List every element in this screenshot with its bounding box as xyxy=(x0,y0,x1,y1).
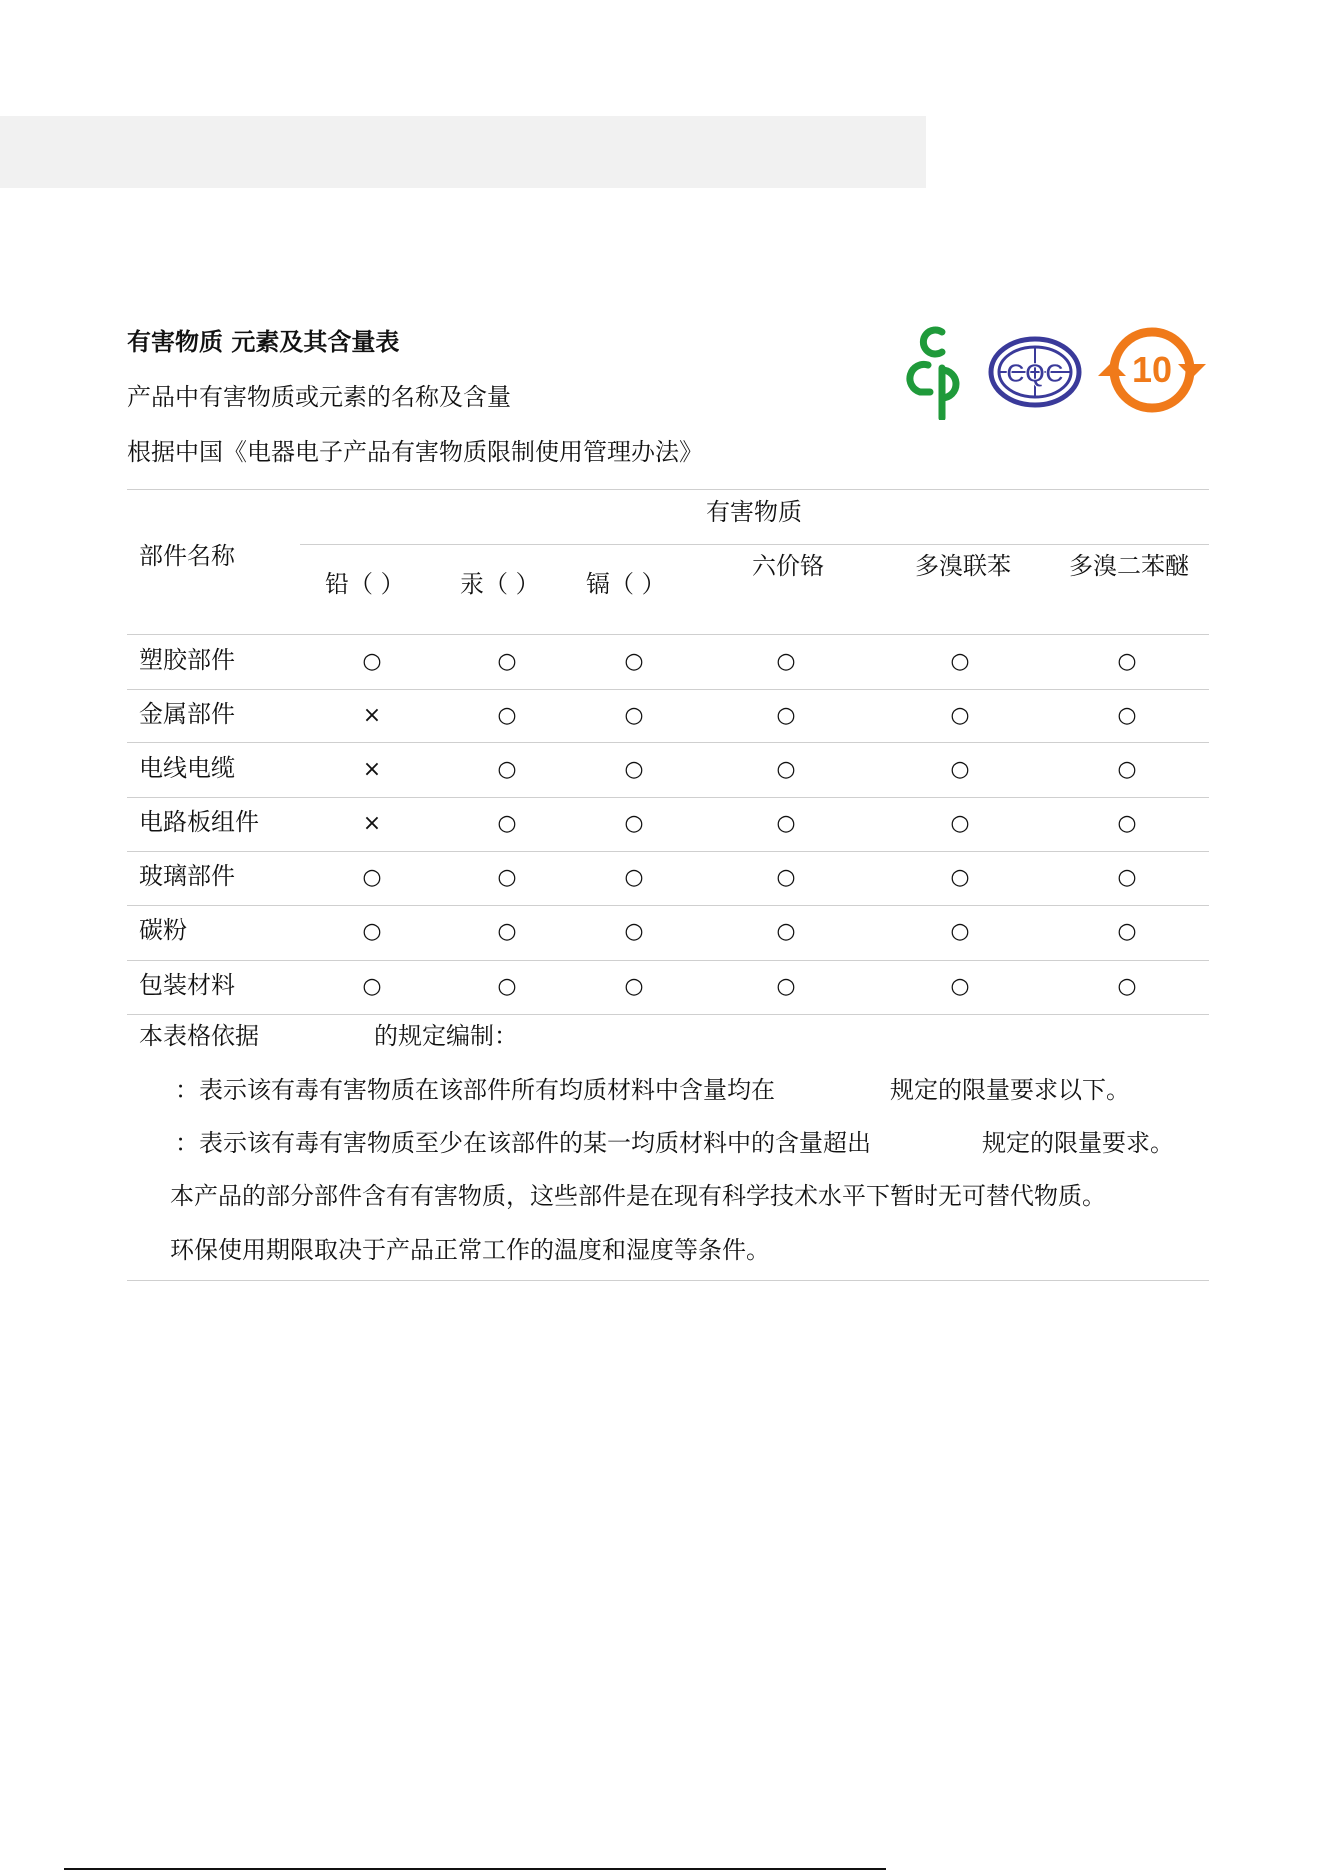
row-rule xyxy=(127,742,1209,743)
table-bottom-rule xyxy=(127,1280,1209,1281)
within-limit-mark: ○ xyxy=(1117,919,1137,944)
note-irreplaceable: 本产品的部分部件含有有害物质，这些部件是在现有科学技术水平下暂时无可替代物质。 xyxy=(170,1182,1106,1210)
within-limit-mark: ○ xyxy=(950,865,970,890)
note-epup-period: 环保使用期限取决于产品正常工作的温度和湿度等条件。 xyxy=(170,1236,770,1264)
row-part-name: 玻璃部件 xyxy=(139,862,235,890)
group-header-rule xyxy=(300,544,1209,545)
row-rule xyxy=(127,797,1209,798)
basis-text: 本表格依据 xyxy=(139,1022,259,1050)
within-limit-mark: ○ xyxy=(776,703,796,728)
row-part-name: 塑胶部件 xyxy=(139,646,235,674)
within-limit-mark: ○ xyxy=(624,811,644,836)
certification-logos xyxy=(890,320,1210,420)
row-rule xyxy=(127,851,1209,852)
within-limit-mark: ○ xyxy=(1117,649,1137,674)
within-limit-mark: ○ xyxy=(776,865,796,890)
header-band xyxy=(0,116,926,188)
within-limit-mark: ○ xyxy=(624,919,644,944)
column-header-mercury: 汞（ ） xyxy=(460,570,540,598)
within-limit-mark: ○ xyxy=(1117,811,1137,836)
page-bottom-rule xyxy=(64,1868,886,1870)
within-limit-mark: ○ xyxy=(497,865,517,890)
column-header-chromium: 六价铬 xyxy=(752,552,824,580)
epup-period-text: 10 xyxy=(1131,349,1173,390)
within-limit-mark: ○ xyxy=(497,649,517,674)
exceeds-limit-mark: × xyxy=(362,703,382,728)
within-limit-mark: ○ xyxy=(950,757,970,782)
cqc-logo xyxy=(991,339,1079,405)
basis-text-tail: 的规定编制： xyxy=(374,1022,518,1050)
within-limit-mark: ○ xyxy=(497,703,517,728)
within-limit-mark: ○ xyxy=(497,974,517,999)
within-limit-mark: ○ xyxy=(950,703,970,728)
part-name-header: 部件名称 xyxy=(139,542,235,570)
row-part-name: 包装材料 xyxy=(139,971,235,999)
within-limit-mark: ○ xyxy=(776,811,796,836)
row-rule xyxy=(127,689,1209,690)
row-rule xyxy=(127,960,1209,961)
table-top-rule xyxy=(127,489,1209,490)
within-limit-mark: ○ xyxy=(362,919,382,944)
note-circle-meaning-tail: 规定的限量要求以下。 xyxy=(890,1076,1130,1104)
within-limit-mark: ○ xyxy=(497,811,517,836)
within-limit-mark: ○ xyxy=(624,974,644,999)
document-subtitle: 产品中有害物质或元素的名称及含量 xyxy=(127,383,511,411)
within-limit-mark: ○ xyxy=(1117,703,1137,728)
within-limit-mark: ○ xyxy=(1117,865,1137,890)
within-limit-mark: ○ xyxy=(624,865,644,890)
within-limit-mark: ○ xyxy=(776,919,796,944)
within-limit-mark: ○ xyxy=(624,649,644,674)
within-limit-mark: ○ xyxy=(497,919,517,944)
cgp-logo xyxy=(910,330,956,418)
hazardous-substance-header: 有害物质 xyxy=(706,498,802,526)
column-header-pbde: 多溴二苯醚 xyxy=(1069,552,1189,580)
within-limit-mark: ○ xyxy=(776,757,796,782)
row-part-name: 电路板组件 xyxy=(139,808,259,836)
row-part-name: 碳粉 xyxy=(139,916,187,944)
row-part-name: 电线电缆 xyxy=(139,754,235,782)
within-limit-mark: ○ xyxy=(624,757,644,782)
row-rule xyxy=(127,634,1209,635)
note-circle-meaning: ：表示该有毒有害物质在该部件所有均质材料中含量均在 xyxy=(175,1076,775,1104)
within-limit-mark: ○ xyxy=(624,703,644,728)
within-limit-mark: ○ xyxy=(362,974,382,999)
within-limit-mark: ○ xyxy=(776,649,796,674)
within-limit-mark: ○ xyxy=(950,919,970,944)
within-limit-mark: ○ xyxy=(950,811,970,836)
table-notes-rule xyxy=(127,1014,1209,1015)
column-header-cadmium: 镉（ ） xyxy=(586,570,666,598)
column-header-pbb: 多溴联苯 xyxy=(915,552,1011,580)
within-limit-mark: ○ xyxy=(776,974,796,999)
row-rule xyxy=(127,905,1209,906)
exceeds-limit-mark: × xyxy=(362,757,382,782)
regulation-reference: 根据中国《电器电子产品有害物质限制使用管理办法》 xyxy=(127,438,703,466)
within-limit-mark: ○ xyxy=(362,865,382,890)
within-limit-mark: ○ xyxy=(362,649,382,674)
note-cross-meaning: ：表示该有毒有害物质至少在该部件的某一均质材料中的含量超出 xyxy=(175,1129,871,1157)
cqc-logo-text: CQC xyxy=(1006,358,1064,388)
epup-10-logo xyxy=(1098,332,1206,408)
within-limit-mark: ○ xyxy=(1117,974,1137,999)
row-part-name: 金属部件 xyxy=(139,700,235,728)
within-limit-mark: ○ xyxy=(950,974,970,999)
note-cross-meaning-tail: 规定的限量要求。 xyxy=(982,1129,1174,1157)
column-header-lead: 铅（ ） xyxy=(325,570,405,598)
within-limit-mark: ○ xyxy=(1117,757,1137,782)
document-title: 有害物质 元素及其含量表 xyxy=(127,328,400,356)
within-limit-mark: ○ xyxy=(950,649,970,674)
within-limit-mark: ○ xyxy=(497,757,517,782)
exceeds-limit-mark: × xyxy=(362,811,382,836)
